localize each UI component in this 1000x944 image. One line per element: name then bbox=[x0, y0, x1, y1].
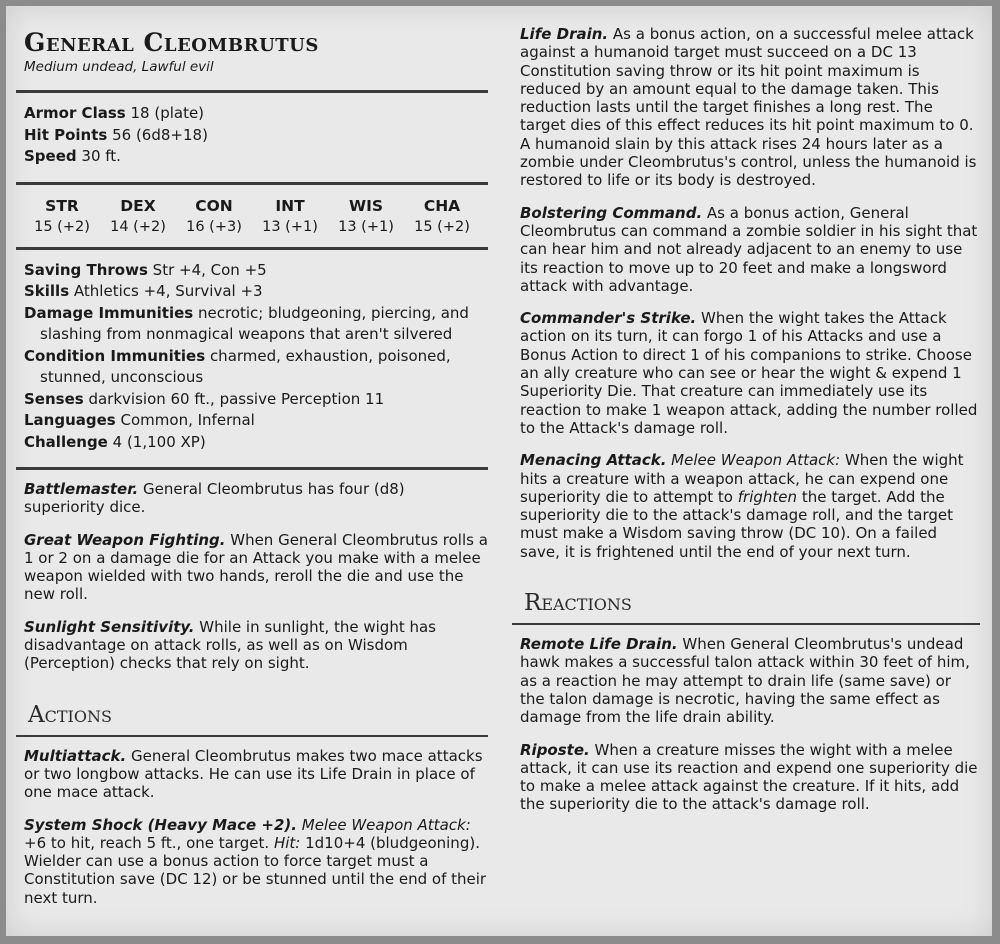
ability-score: 15 (+2) bbox=[414, 218, 470, 235]
reaction-remote-life-drain bbox=[520, 635, 980, 726]
trait-great-weapon-fighting bbox=[24, 531, 488, 604]
trait-name: Great Weapon Fighting. bbox=[24, 530, 226, 549]
divider bbox=[16, 90, 488, 93]
action-system-shock bbox=[24, 816, 488, 907]
action-name: Life Drain. bbox=[520, 25, 609, 43]
reaction-riposte bbox=[520, 741, 980, 814]
divider bbox=[16, 467, 488, 470]
ability-scores bbox=[16, 195, 488, 237]
hit-points bbox=[24, 125, 488, 147]
reaction-name: Remote Life Drain. bbox=[520, 635, 678, 654]
ability-name: WIS bbox=[348, 196, 384, 215]
divider bbox=[512, 623, 980, 625]
action-text: When the wight takes the Attack action on its turn, it can forgo 1 of his Attacks and use a Bonus Action to direct 1 of his companions to strike. Choose an ally creature who can see or hear the wight & expend 1 Superiority Die. That creature can immediately use its reaction to make 1 weapon attack, adding the number rolled to the Attack's damage roll. bbox=[520, 309, 978, 437]
languages bbox=[24, 410, 488, 432]
hit-label: Hit: bbox=[273, 833, 301, 852]
speed-value: 30 ft. bbox=[81, 147, 121, 165]
monster-meta: Medium undead, Lawful evil bbox=[24, 59, 214, 75]
prop-value: Str +4, Con +5 bbox=[152, 260, 267, 279]
ability-name: CON bbox=[195, 196, 233, 215]
hit-points-value: 56 (6d8+18) bbox=[112, 125, 208, 144]
reactions-heading: Reactions bbox=[524, 590, 632, 617]
challenge bbox=[24, 432, 488, 454]
senses bbox=[24, 389, 488, 411]
prop-label: Senses bbox=[24, 389, 84, 408]
prop-value: Athletics +4, Survival +3 bbox=[73, 282, 263, 300]
trait-sunlight-sensitivity bbox=[24, 618, 488, 673]
ability-str bbox=[27, 195, 97, 237]
reaction-name: Riposte. bbox=[520, 740, 590, 759]
armor-class bbox=[24, 103, 488, 125]
action-name: Menacing Attack. bbox=[520, 451, 667, 470]
action-bolstering-command bbox=[520, 204, 980, 295]
trait-name: Sunlight Sensitivity. bbox=[24, 617, 195, 636]
ability-con bbox=[179, 195, 249, 237]
reaction-text: When General Cleombrutus's undead hawk makes a successful talon attack within 30 feet of him, as a reaction he may attempt to drain life (same save) or the talon damage is necrotic, having the same effect as damage from the life drain ability. bbox=[520, 635, 970, 727]
action-life-drain bbox=[520, 25, 980, 190]
action-name: System Shock (Heavy Mace +2). bbox=[24, 815, 297, 834]
trait-name: Battlemaster. bbox=[24, 480, 139, 498]
right-column bbox=[512, 6, 980, 814]
action-text: As a bonus action, General Cleombrutus can command a zombie soldier in his sight that can hear him and not already adjacent to an enemy to use its reaction to move up to 20 feet and make a longsword attack with advantage. bbox=[520, 203, 978, 295]
damage-immunities bbox=[24, 303, 488, 346]
action-name: Bolstering Command. bbox=[520, 203, 703, 222]
prop-value: necrotic; bludgeoning, piercing, and slashing from nonmagical weapons that aren't silvered bbox=[40, 303, 469, 343]
prop-label: Challenge bbox=[24, 432, 108, 451]
action-text: General Cleombrutus makes two mace attacks or two longbow attacks. He can use its Life Drain in place of one mace attack. bbox=[24, 746, 483, 802]
divider bbox=[16, 735, 488, 737]
monster-name: General Cleombrutus bbox=[24, 28, 319, 57]
action-name: Commander's Strike. bbox=[520, 309, 697, 328]
prop-label: Skills bbox=[24, 282, 70, 300]
frighten-term: frighten bbox=[737, 487, 798, 506]
action-name: Multiattack. bbox=[24, 746, 127, 765]
ability-int bbox=[255, 195, 325, 237]
attack-type: Melee Weapon Attack: bbox=[671, 451, 841, 470]
ability-score: 15 (+2) bbox=[34, 218, 90, 235]
ability-score: 16 (+3) bbox=[186, 218, 242, 235]
divider bbox=[16, 182, 488, 185]
action-menacing-attack bbox=[520, 451, 980, 561]
prop-value: charmed, exhaustion, poisoned, stunned, unconscious bbox=[40, 346, 451, 386]
ability-name: CHA bbox=[423, 196, 461, 215]
ability-score: 13 (+1) bbox=[262, 218, 318, 235]
hit-points-label: Hit Points bbox=[24, 125, 108, 144]
action-text: 1d10+4 (bludgeoning). Wielder can use a bonus action to force target must a Constitution save (DC 12) or be stunned until the end of their next turn. bbox=[24, 833, 487, 907]
action-text: As a bonus action, on a successful melee attack against a humanoid target must succeed on a DC 13 Constitution saving throw or its hit point maximum is reduced by an amount equal to the damage taken. This reduction lasts until the target finishes a long rest. The target dies of this effect reduces its hit point maximum to 0. A humanoid slain by this attack rises 24 hours later as a zombie under Cleombrutus's control, unless the humanoid is restored to life or its body is destroyed. bbox=[520, 25, 977, 190]
saving-throws bbox=[24, 260, 488, 282]
action-commanders-strike bbox=[520, 309, 980, 437]
trait-battlemaster bbox=[24, 480, 488, 517]
ability-score: 13 (+1) bbox=[338, 218, 394, 235]
skills bbox=[24, 281, 488, 303]
condition-immunities bbox=[24, 346, 488, 389]
ability-cha bbox=[407, 195, 477, 237]
prop-label: Languages bbox=[24, 411, 116, 429]
divider bbox=[16, 247, 488, 250]
prop-label: Saving Throws bbox=[24, 260, 148, 279]
prop-value: darkvision 60 ft., passive Perception 11 bbox=[88, 389, 385, 408]
action-text: +6 to hit, reach 5 ft., one target. bbox=[24, 833, 270, 852]
actions-heading: Actions bbox=[28, 701, 112, 728]
prop-label: Damage Immunities bbox=[24, 303, 194, 322]
action-multiattack bbox=[24, 747, 488, 802]
ability-score: 14 (+2) bbox=[110, 218, 166, 235]
trait-text: When General Cleombrutus rolls a 1 or 2 on a damage die for an Attack you make with a melee weapon wielded with two hands, reroll the die and use the new roll. bbox=[24, 530, 488, 604]
attack-type: Melee Weapon Attack: bbox=[301, 815, 471, 834]
action-text: When the wight hits a creature with a weapon attack, he can expend one superiority die to attempt to bbox=[520, 451, 964, 506]
prop-label: Condition Immunities bbox=[24, 346, 206, 365]
trait-text: While in sunlight, the wight has disadvantage on attack rolls, as well as on Wisdom (Perception) checks that rely on sight. bbox=[24, 617, 436, 673]
ability-name: STR bbox=[45, 196, 79, 215]
speed-label: Speed bbox=[24, 147, 77, 165]
ability-wis bbox=[331, 195, 401, 237]
prop-value: 4 (1,100 XP) bbox=[112, 432, 206, 451]
trait-text: General Cleombrutus has four (d8) superiority dice. bbox=[24, 480, 405, 517]
armor-class-label: Armor Class bbox=[24, 104, 126, 122]
ability-name: DEX bbox=[120, 196, 156, 215]
reaction-text: When a creature misses the wight with a melee attack, it can use its reaction and expend one superiority die to make a melee attack against the creature. If it hits, add the superiority die to the attack's damage roll. bbox=[520, 740, 978, 814]
ability-name: INT bbox=[275, 196, 305, 215]
prop-value: Common, Infernal bbox=[120, 411, 255, 429]
left-column bbox=[16, 6, 488, 907]
speed bbox=[24, 146, 488, 168]
armor-class-value: 18 (plate) bbox=[130, 104, 205, 122]
ability-dex bbox=[103, 195, 173, 237]
stat-block-page bbox=[6, 6, 992, 936]
action-text: the target. Add the superiority die to the attack's damage roll, and the target must make a Wisdom saving throw (DC 10). On a failed save, it is frightened until the end of your next turn. bbox=[520, 487, 954, 561]
